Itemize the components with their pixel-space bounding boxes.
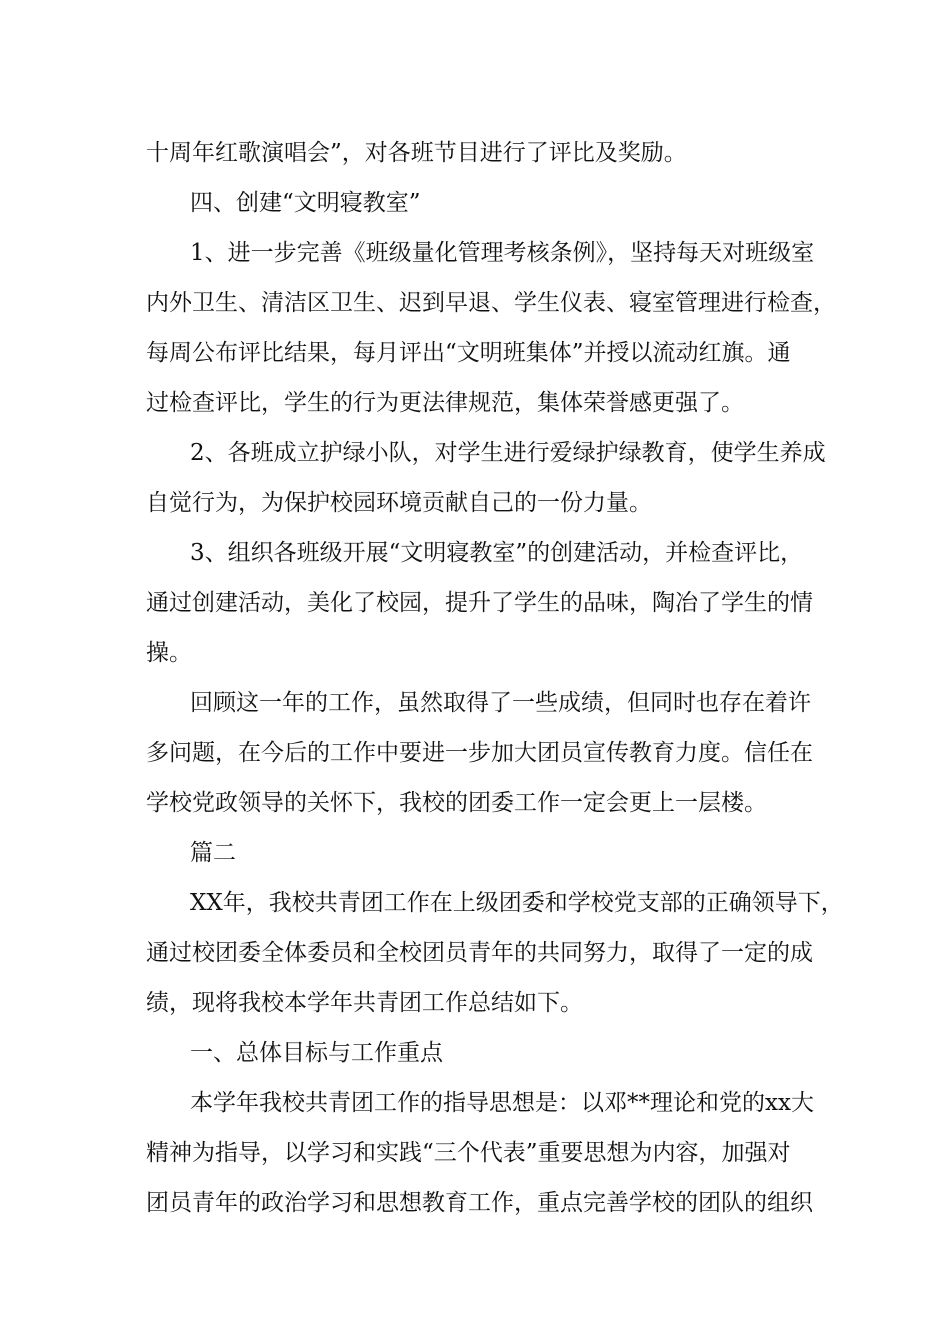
section-heading: 一、总体目标与工作重点 xyxy=(190,1040,443,1066)
text-line: 本学年我校共青团工作的指导思想是：以邓**理论和党的xx大 xyxy=(190,1090,814,1116)
text-line: 绩，现将我校本学年共青团工作总结如下。 xyxy=(146,990,583,1016)
text-line: 团员青年的政治学习和思想教育工作，重点完善学校的团队的组织 xyxy=(146,1190,813,1216)
text-line: 自觉行为，为保护校园环境贡献自己的一份力量。 xyxy=(146,490,652,516)
text-line: 十周年红歌演唱会”，对各班节目进行了评比及奖励。 xyxy=(146,140,687,166)
text-line: 内外卫生、清洁区卫生、迟到早退、学生仪表、寝室管理进行检查， xyxy=(146,290,836,316)
text-line: 操。 xyxy=(146,640,192,666)
text-line: 通过校团委全体委员和全校团员青年的共同努力，取得了一定的成 xyxy=(146,940,813,966)
text-line: 3、组织各班级开展“文明寝教室”的创建活动，并检查评比， xyxy=(190,540,804,566)
text-line: 1、进一步完善《班级量化管理考核条例》，坚持每天对班级室 xyxy=(190,240,815,266)
text-line: 精神为指导，以学习和实践“三个代表”重要思想为内容，加强对 xyxy=(146,1140,791,1166)
section-heading: 篇二 xyxy=(190,840,236,866)
text-line: 每周公布评比结果，每月评出“文明班集体”并授以流动红旗。通 xyxy=(146,340,791,366)
text-line: 学校党政领导的关怀下，我校的团委工作一定会更上一层楼。 xyxy=(146,790,767,816)
text-line: 回顾这一年的工作，虽然取得了一些成绩，但同时也存在着许 xyxy=(190,690,811,716)
text-line: 过检查评比，学生的行为更法律规范，集体荣誉感更强了。 xyxy=(146,390,744,416)
text-line: XX年，我校共青团工作在上级团委和学校党支部的正确领导下， xyxy=(190,890,844,916)
section-heading: 四、创建“文明寝教室” xyxy=(190,190,421,216)
text-line: 多问题，在今后的工作中要进一步加大团员宣传教育力度。信任在 xyxy=(146,740,813,766)
text-line: 通过创建活动，美化了校园，提升了学生的品味，陶冶了学生的情 xyxy=(146,590,813,616)
text-line: 2、各班成立护绿小队，对学生进行爱绿护绿教育，使学生养成 xyxy=(190,440,826,466)
